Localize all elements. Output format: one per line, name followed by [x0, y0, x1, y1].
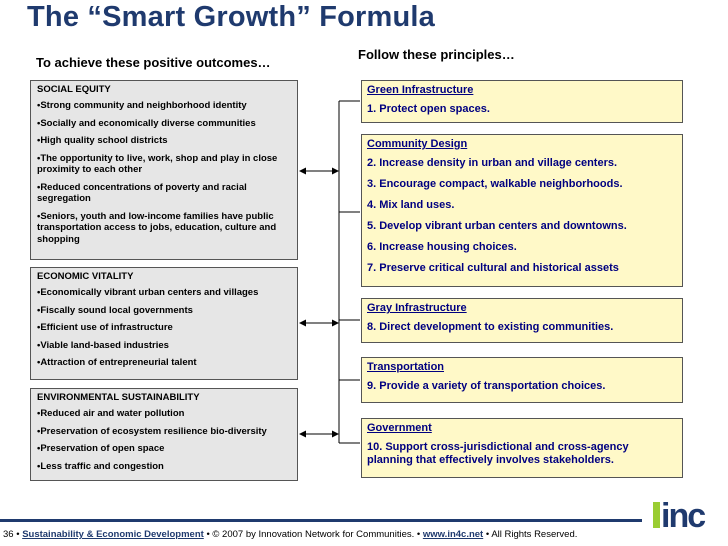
principle-heading: Gray Infrastructure: [367, 302, 467, 314]
outcomes-heading: To achieve these positive outcomes…: [36, 55, 271, 70]
principle-item: 7. Preserve critical cultural and historical assets: [367, 262, 619, 274]
principle-item: 1. Protect open spaces.: [367, 103, 490, 115]
footer-separator: •: [416, 529, 421, 540]
principle-item: 4. Mix land uses.: [367, 199, 455, 211]
outcome-bullet: •Fiscally sound local governments: [37, 304, 193, 316]
footer-copyright: © 2007 by Innovation Network for Communities.: [212, 529, 415, 540]
outcome-bullet: •Reduced concentrations of poverty and racial segregation: [37, 181, 247, 204]
inc-logo: [653, 496, 725, 532]
outcome-bullet: •Less traffic and congestion: [37, 460, 164, 472]
principle-heading: Transportation: [367, 361, 445, 373]
footer-page-number: 36: [3, 529, 14, 540]
principle-heading: Government: [367, 422, 432, 434]
outcome-bullet: •High quality school districts: [37, 135, 168, 146]
outcome-heading: SOCIAL EQUITY: [37, 84, 111, 95]
footer-divider: [0, 519, 642, 522]
principle-item: 9. Provide a variety of transportation choices.: [367, 380, 606, 392]
outcome-bullet: •Viable land-based industries: [37, 339, 169, 351]
principle-heading: Community Design: [367, 138, 468, 150]
outcome-bullet: •Economically vibrant urban centers and villages: [37, 287, 259, 298]
footer-section-link[interactable]: Sustainability & Economic Development: [22, 529, 204, 540]
outcome-bullet: •Attraction of entrepreneurial talent: [37, 357, 197, 368]
principle-item: 6. Increase housing choices.: [367, 241, 517, 253]
principle-item: 3. Encourage compact, walkable neighborhoods.: [367, 178, 623, 190]
outcome-bullet: •Seniors, youth and low-income families have public transportation access to jobs, education, culture and shopping: [37, 210, 277, 245]
outcome-heading: ECONOMIC VITALITY: [37, 271, 134, 282]
outcome-bullet: •Strong community and neighborhood identity: [37, 100, 247, 111]
outcome-bullet: •Socially and economically diverse communities: [37, 117, 256, 129]
footer-url-link[interactable]: www.in4c.net: [422, 529, 484, 540]
principle-item: 2. Increase density in urban and village centers.: [367, 157, 618, 169]
footer-separator: •: [485, 529, 490, 540]
svg-text:inc: inc: [661, 497, 705, 532]
footer-separator: •: [16, 529, 20, 540]
principles-heading: Follow these principles…: [358, 47, 515, 62]
principle-item: 5. Develop vibrant urban centers and downtowns.: [367, 220, 627, 232]
outcome-bullet: •Efficient use of infrastructure: [37, 322, 173, 333]
principle-item: 10. Support cross-jurisdictional and cross-agency planning that effectively involves stakeholders.: [367, 441, 629, 466]
page-title: The “Smart Growth” Formula: [27, 1, 436, 33]
outcome-bullet: •Preservation of ecosystem resilience bio-diversity: [37, 425, 267, 437]
outcome-heading: ENVIRONMENTAL SUSTAINABILITY: [37, 392, 200, 403]
footer-separator: •: [206, 529, 210, 540]
outcome-bullet: •Reduced air and water pollution: [37, 408, 185, 419]
outcome-bullet: •Preservation of open space: [37, 443, 165, 454]
footer-rights: All Rights Reserved.: [491, 529, 578, 540]
footer: [3, 529, 577, 540]
principle-heading: Green Infrastructure: [367, 84, 474, 96]
principle-item: 8. Direct development to existing communities.: [367, 321, 614, 333]
outcome-bullet: •The opportunity to live, work, shop and play in close proximity to each other: [37, 152, 278, 175]
